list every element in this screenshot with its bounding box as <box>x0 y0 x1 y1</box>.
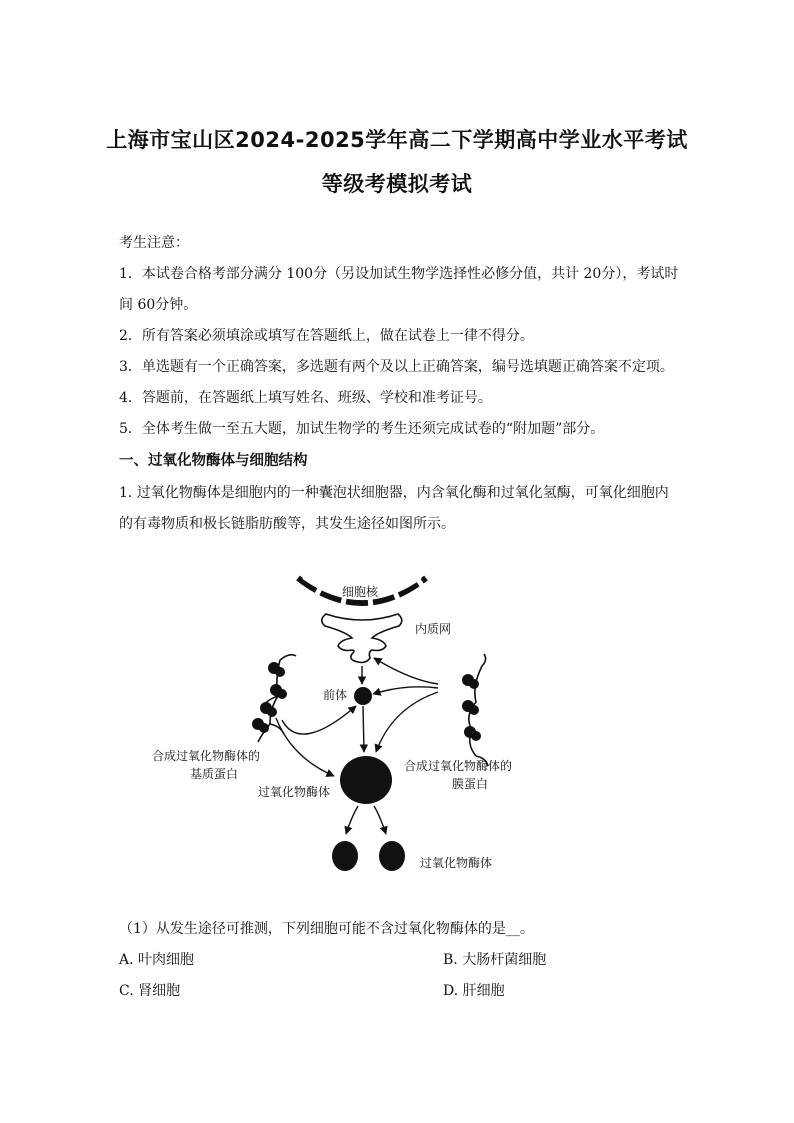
label-nucleus: 细胞核 <box>342 585 379 599</box>
daughter-peroxisome-right-shape <box>379 841 405 871</box>
label-peroxisomes-bottom: 过氧化物酶体 <box>420 856 493 870</box>
section-heading: 一、过氧化物酶体与细胞结构 <box>119 453 308 469</box>
label-peroxisome: 过氧化物酶体 <box>258 785 331 799</box>
option-c[interactable]: C. 肾细胞 <box>119 983 181 999</box>
option-a[interactable]: A. 叶肉细胞 <box>119 952 195 968</box>
question-intro-line1: 1. 过氧化物酶体是细胞内的一种囊泡状细胞器，内含氧化酶和过氧化氢酶，可氧化细胞内 <box>119 485 669 501</box>
pathway-arrows <box>276 658 438 834</box>
notice-item-5: 5．全体考生做一至五大题，加试生物学的考生还须完成试卷的“附加题”部分。 <box>119 421 605 437</box>
label-matrix-protein-line1: 合成过氧化物酶体的 <box>152 749 261 763</box>
notice-heading: 考生注意： <box>119 235 189 251</box>
notice-item-3: 3．单选题有一个正确答案，多选题有两个及以上正确答案，编号选填题正确答案不定项。 <box>119 359 674 375</box>
exam-title-line2: 等级考模拟考试 <box>321 172 473 196</box>
exam-title-line1: 上海市宝山区2024-2025学年高二下学期高中学业水平考试 <box>106 128 688 152</box>
notice-item-2: 2．所有答案必须填涂或填写在答题纸上，做在试卷上一律不得分。 <box>119 328 534 344</box>
option-b[interactable]: B. 大肠杆菌细胞 <box>443 952 547 968</box>
label-matrix-protein-line2: 基质蛋白 <box>190 767 239 781</box>
peroxisome-shape <box>340 756 392 804</box>
endoplasmic-reticulum-shape <box>322 614 402 663</box>
question-intro-line2: 的有毒物质和极长链脂肪酸等，其发生途径如图所示。 <box>119 516 455 532</box>
precursor-vesicle-shape <box>354 687 372 705</box>
ribosome-dots-right <box>462 674 481 741</box>
daughter-peroxisome-left-shape <box>332 841 358 871</box>
peroxisome-pathway-diagram <box>120 568 560 888</box>
question-1-stem: （1）从发生途径可推测，下列细胞可能不含过氧化物酶体的是__。 <box>119 921 534 937</box>
option-d[interactable]: D. 肝细胞 <box>443 983 505 999</box>
label-membrane-protein-line1: 合成过氧化物酶体的 <box>404 759 513 773</box>
label-precursor: 前体 <box>323 688 348 702</box>
label-membrane-protein-line2: 膜蛋白 <box>452 777 489 791</box>
notice-item-4: 4．答题前，在答题纸上填写姓名、班级、学校和准考证号。 <box>119 390 492 406</box>
notice-item-1a: 1．本试卷合格考部分满分 100分（另设加试生物学选择性必修分值，共计 20分），考试时 <box>119 266 679 282</box>
notice-item-1b: 间 60分钟。 <box>119 297 198 313</box>
label-endoplasmic-reticulum: 内质网 <box>415 622 452 636</box>
